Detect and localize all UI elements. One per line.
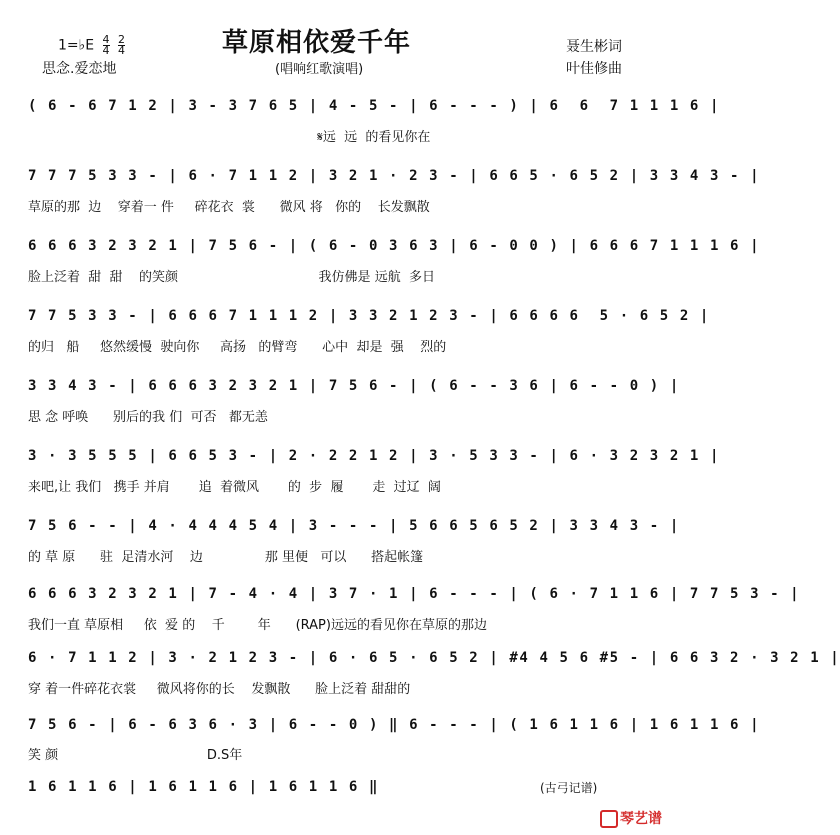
score-line-8 — [28, 586, 801, 612]
lyric-line-9: 穿 着一件碎花衣裳 微风将你的长 发飘散 脸上泛着 甜甜的 — [28, 682, 411, 697]
lyricist: 聂生彬词 — [566, 39, 622, 55]
score-line-1 — [28, 98, 720, 124]
score-line-10 — [28, 717, 761, 743]
lyric-line-2: 草原的那 边 穿着一 件 碎花衣 裳 微风 将 你的 长发飘散 — [28, 200, 430, 215]
time-signature-1: $\frac{4}{4}$ — [102, 33, 110, 57]
lyric-line-4: 的归 船 悠然缓慢 驶向你 高扬 的臂弯 心中 却是 强 烈的 — [28, 340, 447, 355]
notes: 6 6 6 3 2 3 2 1 | 7 5 6 - | ( 6 - 0 3 6 3 | 6 - 0 0 ) | 6 6 6 7 1 1 1 6 | — [28, 238, 761, 254]
notes: ( 6 - 6 7 1 2 | 3 - 3 7 6 5 | 4 - 5 - | 6 - - - ) | 6 6 7 1 1 1 6 | — [28, 98, 720, 114]
score-line-9 — [28, 650, 840, 676]
notes: 3 · 3 5 5 5 | 6 6 5 3 - | 2 · 2 2 1 2 | 3 · 5 3 3 - | 6 · 3 2 3 2 1 | — [28, 448, 720, 464]
notes: 7 7 5 3 3 - | 6 6 6 7 1 1 1 2 | 3 3 2 1 2 3 - | 6 6 6 6 5 · 6 5 2 | — [28, 308, 710, 324]
notes: 7 5 6 - - | 4 · 4 4 4 5 4 | 3 - - - | 5 6 6 5 6 5 2 | 3 3 4 3 - | — [28, 518, 680, 534]
notes: 1 6 1 1 6 | 1 6 1 1 6 | 1 6 1 1 6 ‖ — [28, 779, 380, 795]
key-signature — [58, 35, 125, 56]
lyric-line-3: 脸上泛着 甜 甜 的笑颜 我仿佛是 远航 多日 — [28, 270, 435, 285]
transcriber-credit: (古弓记谱) — [540, 781, 598, 795]
notes: 3 3 4 3 - | 6 6 6 3 2 3 2 1 | 7 5 6 - | ( 6 - - 3 6 | 6 - - 0 ) | — [28, 378, 680, 394]
score-line-7 — [28, 518, 680, 544]
lyric-line-8: 我们一直 草原相 依 爱 的 千 年 (RAP)远远的看见你在草原的那边 — [28, 618, 487, 633]
score-line-3 — [28, 238, 761, 264]
lyric-line-7: 的 草 原 驻 足清水河 边 那 里便 可以 搭起帐篷 — [28, 550, 424, 565]
expression-marking: 思念.爱恋地 — [42, 61, 117, 77]
score-line-5 — [28, 378, 680, 404]
lyric-line-1: 𝄋远 远 的看见你在 — [28, 130, 431, 145]
key-text: 1=♭E — [58, 37, 95, 54]
composer: 叶佳修曲 — [566, 61, 622, 77]
notes: 7 5 6 - | 6 - 6 3 6 · 3 | 6 - - 0 ) ‖ 6 - - - | ( 1 6 1 1 6 | 1 6 1 1 6 | — [28, 717, 761, 733]
score-line-2 — [28, 168, 761, 194]
logo-text: 琴艺谱 — [620, 811, 662, 827]
lyric-line-6: 来吧,让 我们 携手 并肩 追 着微风 的 步 履 走 过辽 阔 — [28, 480, 441, 495]
page-title: 草原相依爱千年 — [222, 28, 412, 58]
notes: 6 6 6 3 2 3 2 1 | 7 - 4 · 4 | 3 7 · 1 | 6 - - - | ( 6 · 7 1 1 6 | 7 7 5 3 - | — [28, 586, 801, 602]
lyric-line-5: 思 念 呼唤 别后的我 们 可否 都无恙 — [28, 410, 268, 425]
score-line-6 — [28, 448, 720, 474]
score-line-4 — [28, 308, 710, 334]
notes: 7 7 7 5 3 3 - | 6 · 7 1 1 2 | 3 2 1 · 2 3 - | 6 6 5 · 6 5 2 | 3 3 4 3 - | — [28, 168, 761, 184]
site-logo — [600, 808, 662, 828]
time-signature-2: $\frac{2}{4}$ — [118, 33, 125, 57]
logo-icon — [600, 810, 618, 828]
notes: 6 · 7 1 1 2 | 3 · 2 1 2 3 - | 6 · 6 5 · 6 5 2 | #4 4 5 6 #5 - | 6 6 3 2 · 3 2 1 | — [28, 650, 840, 666]
subtitle: (唱响红歌演唱) — [275, 62, 364, 77]
lyric-line-10: 笑 颜 D.S年 — [28, 748, 243, 763]
